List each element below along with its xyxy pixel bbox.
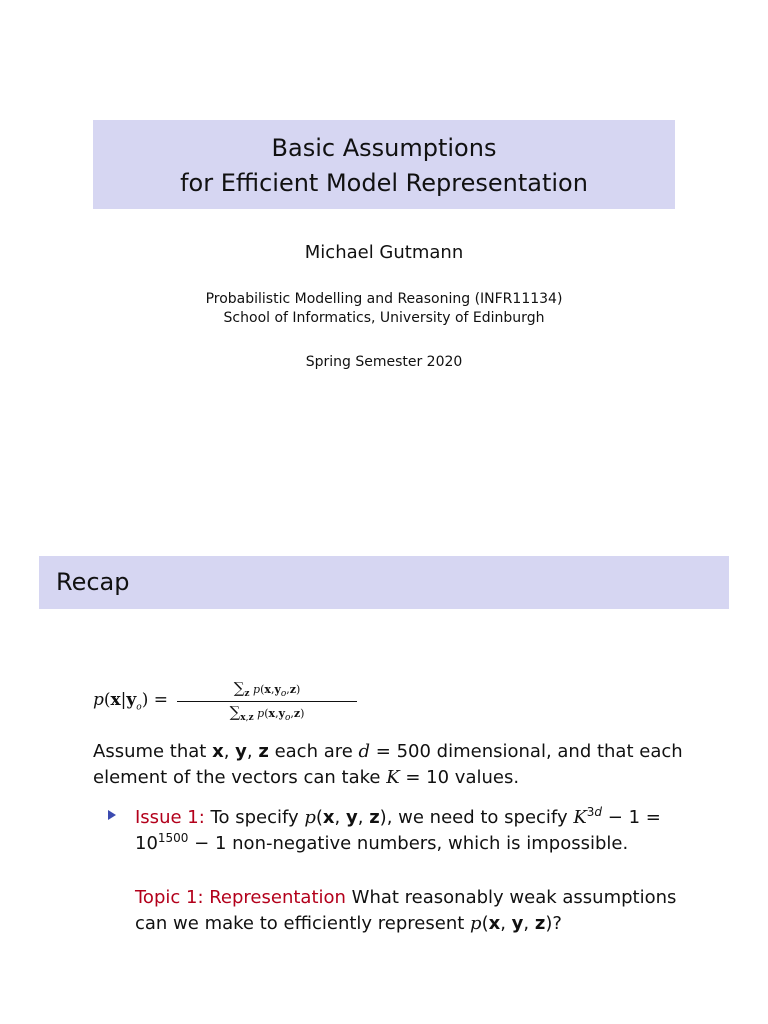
issue-text: Issue 1: To specify p(x, y, z), we need to specify $K^{3d} - 1 = 10^{1500} - 1$ non-negative numbers, which is impossible.: [135, 805, 661, 854]
topic-label: Topic 1: Representation: [135, 887, 346, 908]
date: Spring Semester 2020: [305, 354, 463, 370]
formula-fraction: [177, 679, 357, 723]
bullet-arrow-icon: [108, 810, 116, 820]
title-line-2: for Efficient Model Representation: [180, 169, 588, 197]
title-line-1: Basic Assumptions: [271, 134, 497, 162]
formula-numerator: $\sum_z$ $p(x,y_o,z)$: [177, 679, 357, 702]
course-name: Probabilistic Modelling and Reasoning (INFR11134): [205, 291, 563, 307]
institution: [0, 290, 768, 328]
issue-label: Issue 1:: [135, 807, 205, 828]
topic-text: Topic 1: Representation What reasonably weak assumptions can we make to efficiently represent p(x, y, z)?: [135, 887, 677, 934]
formula-lhs: $p(x|y_o)$ =: [93, 690, 168, 713]
author: Michael Gutmann: [304, 242, 464, 263]
frame-title: Recap: [56, 568, 130, 596]
frame-header: [39, 556, 729, 609]
issue-bullet: [108, 805, 678, 857]
formula-denominator: $\sum_{x,z}$ $p(x,y_o,z)$: [229, 703, 305, 724]
assumption-paragraph: Assume that x, y, z each are d = 500 dimensional, and that each element of the vectors can take K = 10 values.: [93, 741, 683, 788]
title-box: [93, 120, 675, 209]
school-name: School of Informatics, University of Edinburgh: [223, 310, 545, 326]
